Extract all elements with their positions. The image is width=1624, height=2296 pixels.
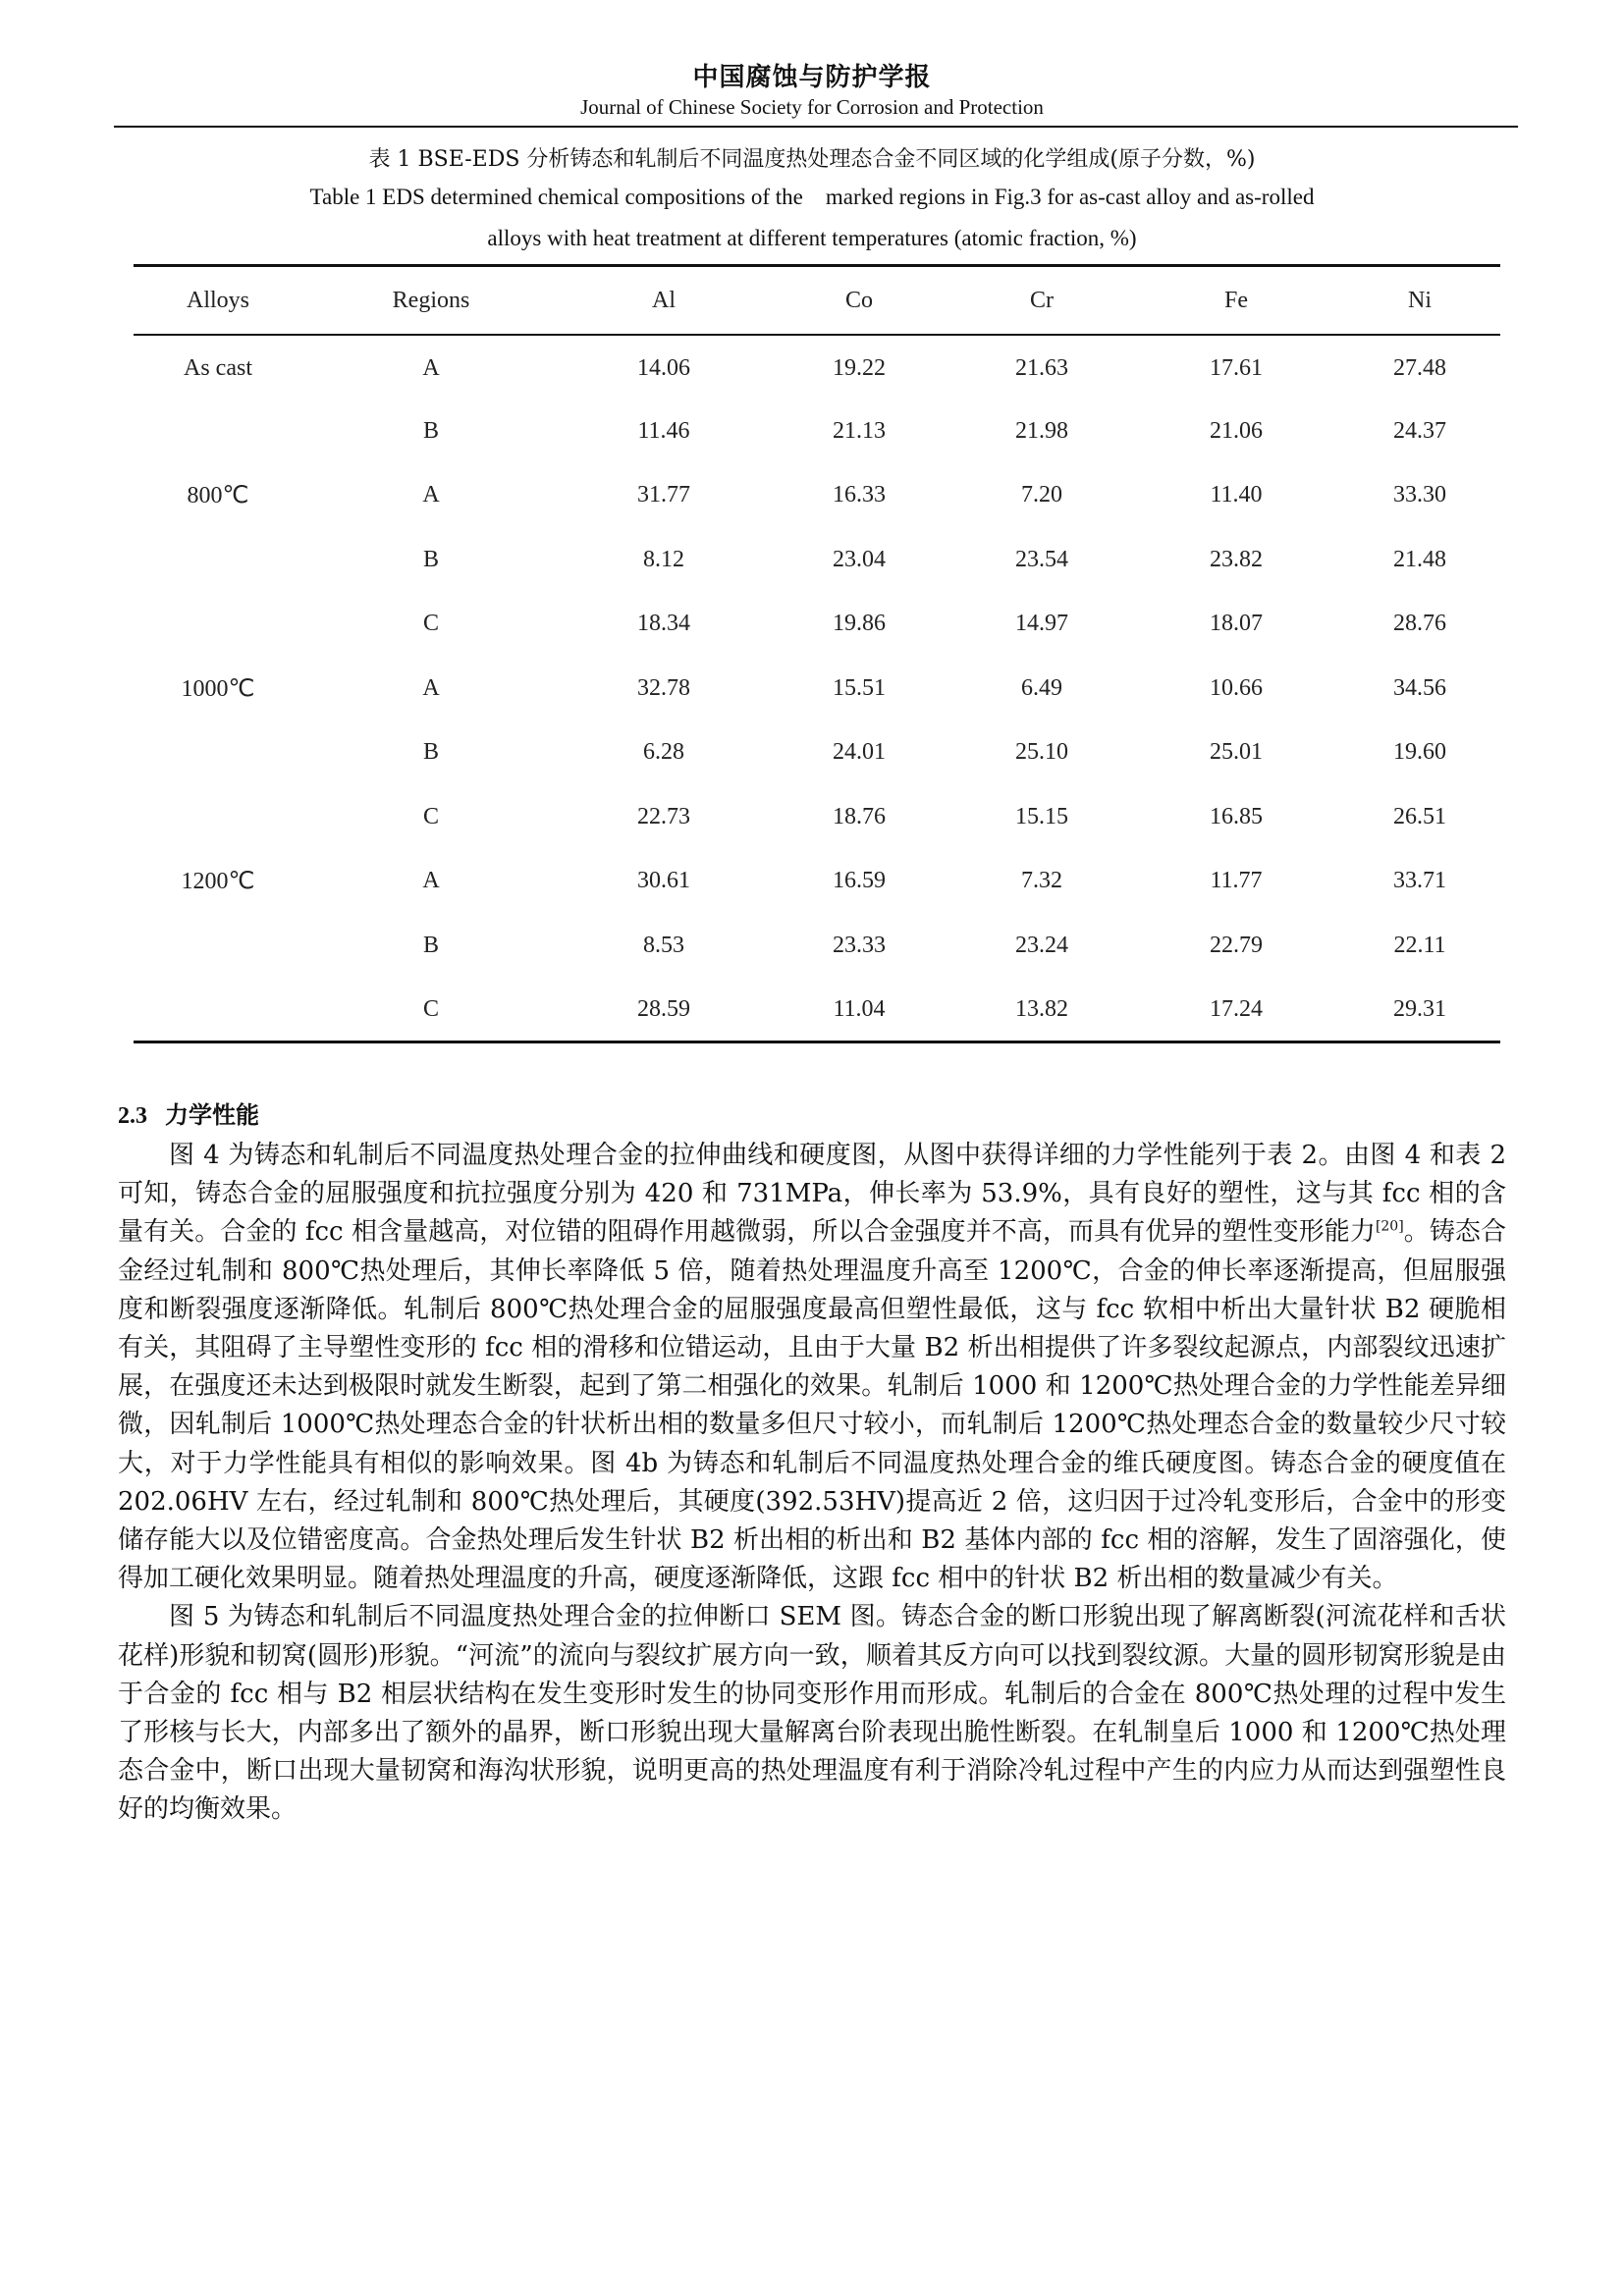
table-cell: 31.77 bbox=[637, 482, 690, 508]
table-cell: 16.85 bbox=[1210, 803, 1263, 829]
table-cell: 21.98 bbox=[1015, 417, 1068, 444]
table-cell: 16.33 bbox=[833, 482, 886, 508]
table-cell: B bbox=[422, 546, 439, 572]
table-cell: 21.06 bbox=[1210, 417, 1263, 444]
table-row bbox=[134, 592, 1500, 657]
table-cell bbox=[134, 914, 302, 979]
table-cell: 11.77 bbox=[1210, 868, 1263, 894]
table-cell: 22.79 bbox=[1210, 932, 1263, 958]
column-header: Al bbox=[652, 287, 676, 313]
column-header: Co bbox=[844, 287, 873, 313]
table-cell: 26.51 bbox=[1393, 803, 1446, 829]
table-cell bbox=[134, 400, 302, 464]
table-cell: 14.06 bbox=[637, 355, 690, 382]
table-cell: 6.28 bbox=[643, 739, 684, 766]
table-cell bbox=[134, 592, 302, 657]
table-row bbox=[134, 978, 1500, 1042]
section-number: 2.3 bbox=[118, 1103, 147, 1129]
table-header-row bbox=[134, 266, 1500, 336]
table-caption-zh: 表 1 BSE-EDS 分析铸态和轧制后不同温度热处理态合金不同区域的化学组成(原子分数，%) bbox=[368, 147, 1256, 172]
table-cell bbox=[134, 785, 302, 850]
table-cell: 6.49 bbox=[1021, 674, 1062, 701]
table-cell: 33.71 bbox=[1393, 868, 1446, 894]
table-caption-en-line2: alloys with heat treatment at different temperatures (atomic fraction, %) bbox=[487, 226, 1137, 250]
journal-title-zh: 中国腐蚀与防护学报 bbox=[692, 63, 932, 92]
table-cell: 34.56 bbox=[1393, 674, 1446, 701]
table-cell: 23.54 bbox=[1015, 546, 1068, 572]
table-cell: 21.63 bbox=[1015, 355, 1068, 382]
table-caption-en-line1: Table 1 EDS determined chemical compositions of the marked regions in Fig.3 for as-cast alloy and as-rolled bbox=[309, 185, 1315, 209]
table-cell: 11.40 bbox=[1210, 482, 1263, 508]
table-cell: 17.24 bbox=[1210, 995, 1263, 1022]
table-cell: 15.51 bbox=[833, 674, 886, 701]
table-cell: 10.66 bbox=[1210, 674, 1263, 701]
table-cell: 21.48 bbox=[1393, 546, 1446, 572]
table-cell: 800℃ bbox=[187, 483, 249, 509]
table-row bbox=[134, 400, 1500, 464]
table-cell: 27.48 bbox=[1393, 355, 1446, 382]
table-cell: 32.78 bbox=[637, 674, 690, 701]
table-cell: A bbox=[422, 482, 440, 508]
table-cell: C bbox=[422, 803, 439, 829]
table-cell: B bbox=[422, 739, 439, 766]
table-cell: 19.60 bbox=[1393, 739, 1446, 766]
table-cell: 13.82 bbox=[1015, 995, 1068, 1022]
table-row bbox=[134, 721, 1500, 785]
table-cell: 8.53 bbox=[643, 932, 684, 958]
table-cell: A bbox=[422, 868, 440, 894]
table-cell: 24.01 bbox=[833, 739, 886, 766]
section-title: 力学性能 bbox=[165, 1101, 259, 1129]
table-body bbox=[134, 335, 1500, 1042]
paragraph-text: 图 4 为铸态和轧制后不同温度热处理合金的拉伸曲线和硬度图，从图中获得详细的力学性能列于表 2。由图 4 和表 2 可知，铸态合金的屈服强度和抗拉强度分别为 420 和 731MPa，伸长率为 53.9%，具有良好的塑性，这与其 fcc 相的含量有关。合金的 fcc 相含量越高，对位错的阻碍作用越微弱，所以合金强度并不高，而具有优异的塑性变形能力 bbox=[118, 1141, 1506, 1248]
column-header: Cr bbox=[1030, 287, 1054, 313]
table-cell: 23.24 bbox=[1015, 932, 1068, 958]
table-cell: 24.37 bbox=[1393, 417, 1446, 444]
table-cell: 22.73 bbox=[637, 803, 690, 829]
table-cell: 18.07 bbox=[1210, 611, 1263, 637]
header-rule bbox=[114, 126, 1518, 128]
citation-reference: [20] bbox=[1375, 1218, 1404, 1235]
table-cell bbox=[134, 721, 302, 785]
table-cell bbox=[134, 978, 302, 1042]
table-row bbox=[134, 528, 1500, 593]
table-row bbox=[134, 849, 1500, 914]
table-row bbox=[134, 914, 1500, 979]
table-cell: 25.10 bbox=[1015, 739, 1068, 766]
journal-title-en: Journal of Chinese Society for Corrosion and Protection bbox=[580, 95, 1044, 119]
paragraph bbox=[118, 1598, 1506, 1829]
table-cell: As cast bbox=[184, 355, 252, 382]
composition-table bbox=[134, 264, 1500, 1043]
table-cell: 22.11 bbox=[1393, 932, 1446, 958]
table-cell: 21.13 bbox=[833, 417, 886, 444]
table-cell: 7.20 bbox=[1021, 482, 1062, 508]
table-cell: B bbox=[422, 417, 439, 444]
table-cell: A bbox=[422, 674, 440, 701]
section-body bbox=[118, 1137, 1506, 1830]
table-cell: 11.04 bbox=[833, 995, 886, 1022]
table-row bbox=[134, 657, 1500, 721]
table-cell bbox=[134, 528, 302, 593]
table-cell: 14.97 bbox=[1015, 611, 1068, 637]
table-cell: 19.86 bbox=[833, 611, 886, 637]
section-heading bbox=[118, 1095, 259, 1130]
table-cell: 18.34 bbox=[637, 611, 690, 637]
column-header: Alloys bbox=[186, 287, 249, 313]
paragraph-text: 。铸态合金经过轧制和 800℃热处理后，其伸长率降低 5 倍，随着热处理温度升高至 1200℃，合金的伸长率逐渐提高，但屈服强度和断裂强度逐渐降低。轧制后 800℃热处理合金的屈服强度最高但塑性最低，这与 fcc 软相中析出大量针状 B2 硬脆相有关，其阻碍了主导塑性变形的 fcc 相的滑移和位错运动，且由于大量 B2 析出相提供了许多裂纹起源点，内部裂纹迅速扩展，在强度还未达到极限时就发生断裂，起到了第二相强化的效果。轧制后 1000 和 1200℃热处理合金的力学性能差异细微，因轧制后 1000℃热处理态合金的针状析出相的数量多但尺寸较小，而轧制后 1200℃热处理态合金的数量较少尺寸较大，对于力学性能具有相似的影响效果。图 4b 为铸态和轧制后不同温度热处理合金的维氏硬度图。铸态合金的硬度值在 202.06HV 左右，经过轧制和 800℃热处理后，其硬度(392.53HV)提高近 2 倍，这归因于过冷轧变形后，合金中的形变储存能大以及位错密度高。合金热处理后发生针状 B2 析出相的析出和 B2 基体内部的 fcc 相的溶解，发生了固溶强化，使得加工硬化效果明显。随着热处理温度的升高，硬度逐渐降低，这跟 fcc 相中的针状 B2 析出相的数量减少有关。 bbox=[118, 1217, 1506, 1594]
table-cell: A bbox=[422, 355, 440, 382]
table-cell: 1200℃ bbox=[181, 869, 255, 895]
table-cell: 30.61 bbox=[637, 868, 690, 894]
table-cell: 28.59 bbox=[637, 995, 690, 1022]
table-cell: 28.76 bbox=[1393, 611, 1446, 637]
paragraph-text: 图 5 为铸态和轧制后不同温度热处理合金的拉伸断口 SEM 图。铸态合金的断口形貌出现了解离断裂(河流花样和舌状花样)形貌和韧窝(圆形)形貌。“河流”的流向与裂纹扩展方向一致，顺着其反方向可以找到裂纹源。大量的圆形韧窝形貌是由于合金的 fcc 相与 B2 相层状结构在发生变形时发生的协同变形作用而形成。轧制后的合金在 800℃热处理的过程中发生了形核与长大，内部多出了额外的晶界，断口形貌出现大量解离台阶表现出脆性断裂。在轧制皇后 1000 和 1200℃热处理态合金中，断口出现大量韧窝和海沟状形貌，说明更高的热处理温度有利于消除冷轧过程中产生的内应力从而达到强塑性良好的均衡效果。 bbox=[118, 1602, 1506, 1825]
table-cell: 8.12 bbox=[643, 546, 684, 572]
column-header: Ni bbox=[1408, 287, 1432, 313]
table-cell: 19.22 bbox=[833, 355, 886, 382]
table-cell: 25.01 bbox=[1210, 739, 1263, 766]
table-cell: 23.82 bbox=[1210, 546, 1263, 572]
table-cell: 7.32 bbox=[1021, 868, 1062, 894]
table-cell: 17.61 bbox=[1210, 355, 1263, 382]
table-cell: 23.33 bbox=[833, 932, 886, 958]
table-cell: 18.76 bbox=[833, 803, 886, 829]
table-cell: 15.15 bbox=[1015, 803, 1068, 829]
paragraph bbox=[118, 1137, 1506, 1598]
table-row bbox=[134, 463, 1500, 528]
table-cell: 16.59 bbox=[833, 868, 886, 894]
column-header: Fe bbox=[1224, 287, 1248, 313]
table-cell: 33.30 bbox=[1393, 482, 1446, 508]
table-cell: 11.46 bbox=[637, 417, 690, 444]
table-row bbox=[134, 785, 1500, 850]
column-header: Regions bbox=[392, 287, 470, 313]
table-cell: 23.04 bbox=[833, 546, 886, 572]
table-cell: B bbox=[422, 932, 439, 958]
table-row bbox=[134, 335, 1500, 400]
table-cell: C bbox=[422, 995, 439, 1022]
table-cell: 1000℃ bbox=[181, 675, 255, 702]
table-cell: C bbox=[422, 611, 439, 637]
table-cell: 29.31 bbox=[1393, 995, 1446, 1022]
